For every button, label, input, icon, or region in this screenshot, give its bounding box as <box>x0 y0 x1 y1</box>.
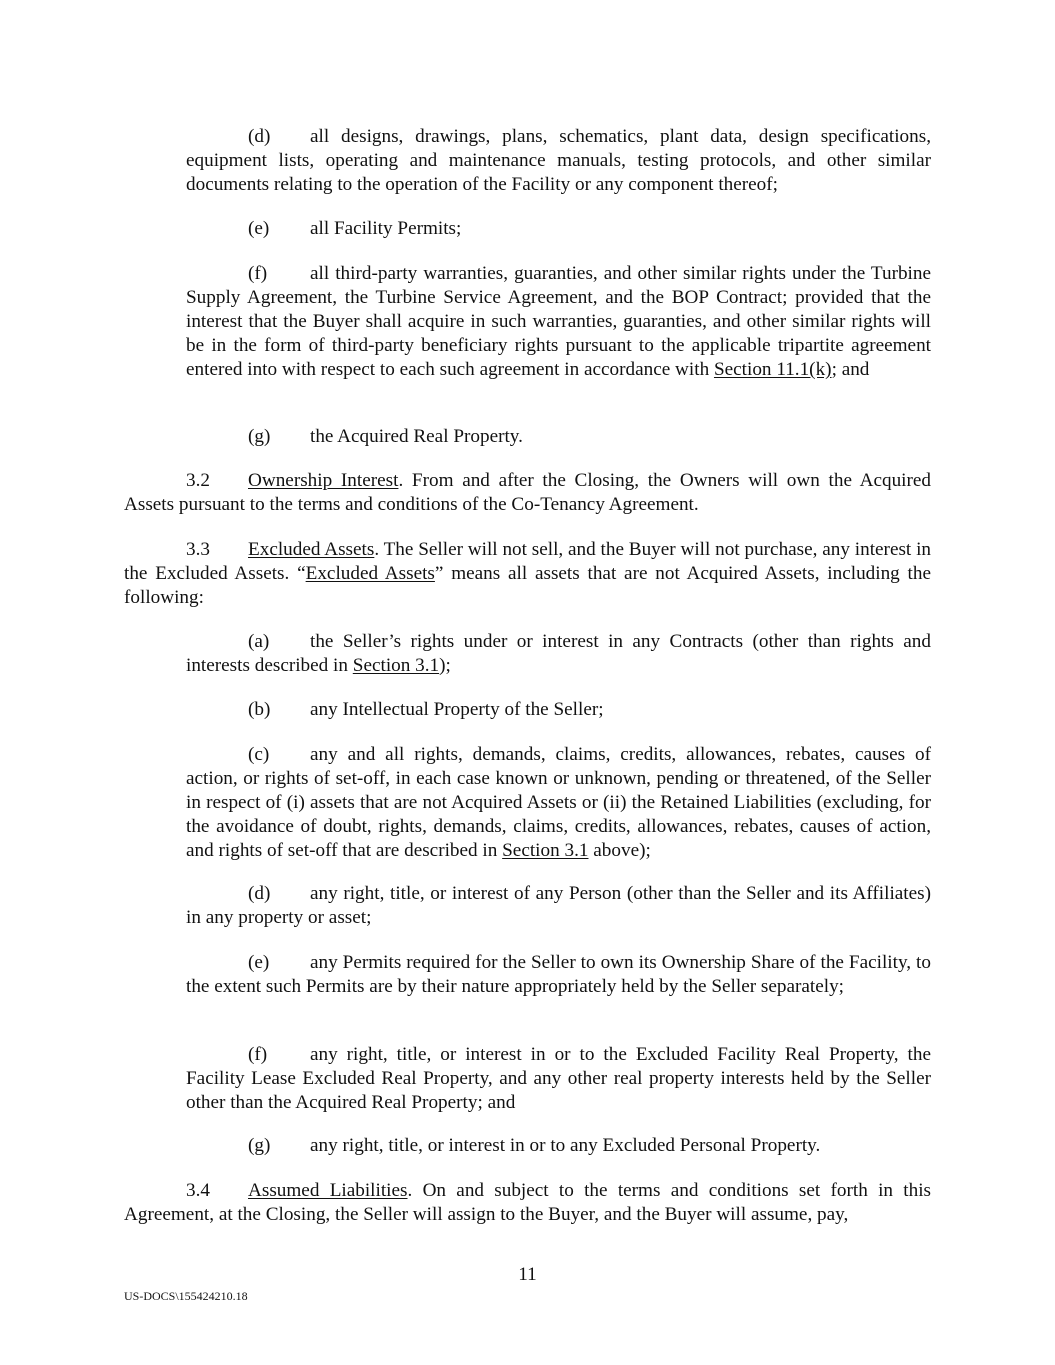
section-reference-link: Section 3.1 <box>352 655 440 676</box>
section-number: 3.4 <box>186 1180 210 1201</box>
section-text: . From and after the Closing, the Owners will own the Acquired Assets pursuant to the terms and conditions of the Co-Tenancy Agreement. <box>124 470 931 515</box>
item-label: (c) <box>248 744 270 765</box>
item-text: all third-party warranties, guaranties, and other similar rights under the Turbine Supply Agreement, the Turbine Service Agreement, and the BOP Contract; provided that the interest that the Buyer shall acquire in such warranties, guaranties, and other similar rights will be in the form of third-party beneficiary rights pursuant to the applicable tripartite agreement entered into with respect to each such agreement in accordance with <box>186 263 931 380</box>
item-text: any Intellectual Property of the Seller; <box>310 699 604 720</box>
item-text: any and all rights, demands, claims, credits, allowances, rebates, causes of action, or rights of set-off, in each case known or unknown, pending or threatened, of the Seller in respect of (i) assets that are not Acquired Assets or (ii) the Retained Liabilities (excluding, for the avoidance of doubt, rights, demands, claims, credits, allowances, rebates, causes of action, and rights of set-off that are described in <box>186 744 931 861</box>
excluded-item-c <box>186 743 931 863</box>
section-3-2 <box>124 469 931 517</box>
defined-term: Excluded Assets <box>305 563 435 584</box>
item-text-end: ); <box>439 655 451 676</box>
section-text: . The Seller will not sell, and the Buyer will not purchase, any interest in the Excluded Assets. “ <box>124 539 931 584</box>
excluded-item-g <box>186 1134 931 1158</box>
acquired-item-d <box>186 125 931 197</box>
acquired-item-f <box>186 262 931 382</box>
item-text: any Permits required for the Seller to own its Ownership Share of the Facility, to the extent such Permits are by their nature appropriately held by the Seller separately; <box>186 952 931 997</box>
item-label: (f) <box>248 1044 268 1065</box>
document-id: US-DOCS\155424210.18 <box>124 1289 248 1303</box>
section-heading: Excluded Assets <box>248 539 375 560</box>
acquired-item-e <box>186 217 931 241</box>
excluded-item-d <box>186 882 931 930</box>
section-text-end: ” means all assets that are not Acquired Assets, including the following: <box>124 563 931 608</box>
item-text: any right, title, or interest of any Person (other than the Seller and its Affiliates) in any property or asset; <box>186 883 931 928</box>
section-heading: Assumed Liabilities <box>248 1180 408 1201</box>
item-text: any right, title, or interest in or to any Excluded Personal Property. <box>310 1135 821 1156</box>
excluded-item-b <box>186 698 931 722</box>
item-label: (g) <box>248 1135 271 1156</box>
section-number: 3.3 <box>186 539 210 560</box>
section-reference-link: Section 11.1(k) <box>713 359 832 380</box>
acquired-item-g <box>186 425 931 449</box>
item-text: all designs, drawings, plans, schematics, plant data, design specifications, equipment lists, operating and maintenance manuals, testing protocols, and other similar documents relating to the operation of the Facility or any component thereof; <box>186 126 931 195</box>
item-text: the Seller’s rights under or interest in any Contracts (other than rights and interests described in <box>186 631 931 676</box>
item-text-end: ; and <box>831 359 870 380</box>
excluded-item-f <box>186 1043 931 1115</box>
item-label: (b) <box>248 699 271 720</box>
item-label: (f) <box>248 263 268 284</box>
item-text: all Facility Permits; <box>310 218 462 239</box>
item-label: (e) <box>248 218 270 239</box>
section-heading: Ownership Interest <box>248 470 399 491</box>
section-3-3 <box>124 538 931 610</box>
item-label: (d) <box>248 126 271 147</box>
item-label: (e) <box>248 952 270 973</box>
section-text: . On and subject to the terms and conditions set forth in this Agreement, at the Closing, the Seller will assign to the Buyer, and the Buyer will assume, pay, <box>124 1180 932 1225</box>
item-text-end: above); <box>588 840 651 861</box>
item-text: the Acquired Real Property. <box>310 426 523 447</box>
section-3-4 <box>124 1179 931 1227</box>
excluded-item-a <box>186 630 931 678</box>
item-label: (g) <box>248 426 271 447</box>
excluded-item-e <box>186 951 931 999</box>
item-label: (a) <box>248 631 270 652</box>
page-number: 11 <box>518 1264 537 1285</box>
section-reference-link: Section 3.1 <box>502 840 589 861</box>
item-text: any right, title, or interest in or to the Excluded Facility Real Property, the Facility Lease Excluded Real Property, and any other real property interests held by the Seller other than the Acquired Real Property; and <box>186 1044 931 1113</box>
section-number: 3.2 <box>186 470 210 491</box>
item-label: (d) <box>248 883 271 904</box>
